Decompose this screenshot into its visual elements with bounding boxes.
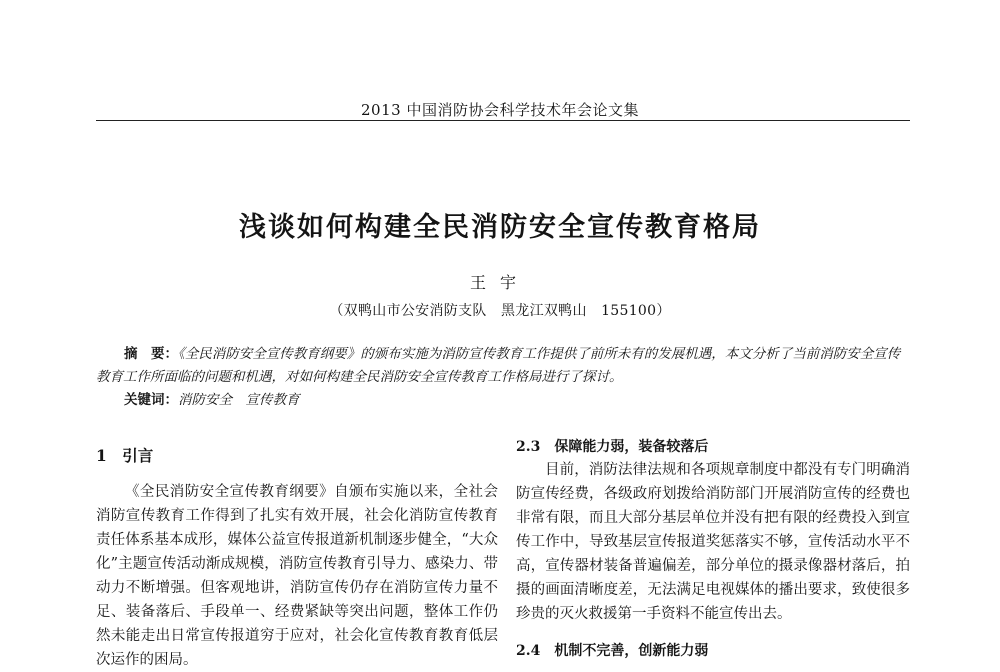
author-name: 王宇 <box>469 273 530 292</box>
section-2-4-heading: 2.4 机制不完善，创新能力弱 <box>516 643 709 659</box>
paper-title: 浅谈如何构建全民消防安全宣传教育格局 <box>239 212 761 243</box>
section-1-paragraph: 《全民消防安全宣传教育纲要》自颁布实施以来，全社会消防宣传教育工作得到了扎实有效开展，社会化消防宣传教育责任体系基本成形，媒体公益宣传报道新机制逐步健全，“大众化”主题宣传活动渐成规模，消防宣传教育引导力、感染力、带动力不断增强。但客观地讲，消防宣传仍存在消防宣传力量不足、装备落后、手段单一、经费紧缺等突出问题，整体工作仍然未能走出日常宣传报道穷于应对，社会化宣传教育教育低层次运作的困局。 <box>96 484 498 668</box>
section-2-3-paragraph: 目前，消防法律法规和各项规章制度中都没有专门明确消防宣传经费，各级政府划拨给消防部门开展消防宣传的经费也非常有限，而且大部分基层单位并没有把有限的经费投入到宣传工作中，导致基层宣传报道奖惩落实不够，宣传活动水平不高，宣传器材装备普遍偏差，部分单位的摄录像器材落后，拍摄的画面清晰度差，无法满足电视媒体的播出要求，致使很多珍贵的灭火救援第一手资料不能宣传出去。 <box>516 462 910 622</box>
keywords <box>124 388 300 408</box>
keywords-label: 关键词： <box>124 392 178 408</box>
keywords-text: 消防安全 宣传教育 <box>178 392 300 408</box>
running-header: 2013 中国消防协会科学技术年会论文集 <box>361 101 639 119</box>
abstract-text: 《全民消防安全宣传教育纲要》的颁布实施为消防宣传教育工作提供了前所未有的发展机遇，本文分析了当前消防安全宣传教育工作所面临的问题和机遇，对如何构建全民消防安全宣传教育工作格局进行了探讨。 <box>96 346 901 385</box>
abstract-label: 摘 要： <box>124 346 178 362</box>
author-affiliation: （双鸭山市公安消防支队 黑龙江双鸭山 155100） <box>329 303 671 319</box>
abstract <box>96 343 910 389</box>
section-2-3-heading: 2.3 保障能力弱，装备较落后 <box>516 439 709 455</box>
header-rule <box>96 120 910 121</box>
section-1-heading: 1 引言 <box>96 446 154 465</box>
